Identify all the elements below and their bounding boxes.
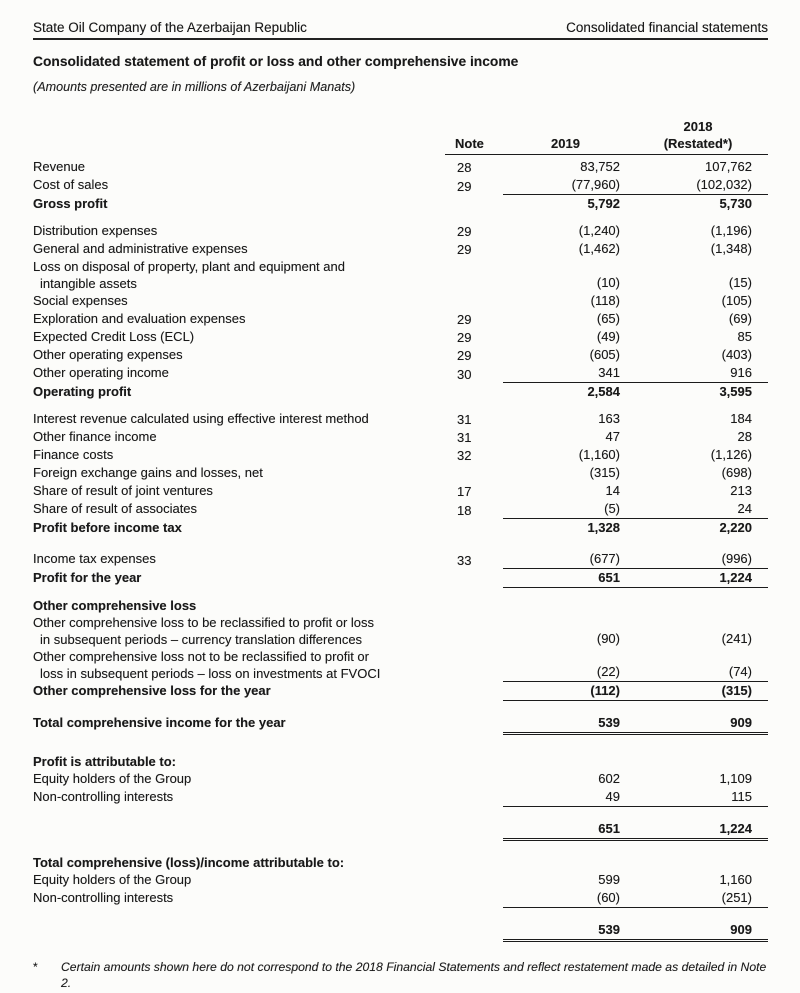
- row-value-2019: 539: [503, 921, 628, 942]
- row-label: Non-controlling interests: [33, 890, 174, 905]
- row-value-2019: 602: [598, 771, 620, 786]
- row-label: Loss on disposal of property, plant and equipment and intangible assets: [33, 259, 345, 291]
- row-label: Profit before income tax: [33, 520, 182, 535]
- row-label: Profit is attributable to:: [33, 754, 176, 769]
- row-value-2018: (102,032): [628, 176, 768, 195]
- table-row: [33, 383, 768, 401]
- document-header: [33, 20, 768, 40]
- row-label: Share of result of associates: [33, 501, 198, 516]
- row-value-2018: (105): [721, 293, 752, 308]
- table-row: [33, 889, 768, 908]
- row-value-2018: 916: [628, 364, 768, 383]
- row-label: Other comprehensive loss to be reclassified to profit or loss in subsequent periods – currency translation differences: [33, 615, 375, 647]
- table-row: [33, 714, 768, 735]
- table-row: [33, 195, 768, 213]
- column-header-note: Note: [445, 135, 503, 155]
- row-value-2018: (403): [721, 347, 752, 362]
- table-row: [33, 446, 768, 464]
- table-row: [33, 682, 768, 701]
- page-subtitle: (Amounts presented are in millions of Azerbaijani Manats): [33, 80, 356, 94]
- row-value-2018: (241): [721, 631, 752, 646]
- row-label: Other finance income: [33, 429, 157, 444]
- row-value-2018: 28: [737, 429, 752, 444]
- row-label: Total comprehensive income for the year: [33, 715, 286, 730]
- row-note-ref: 29: [457, 179, 472, 194]
- row-note-ref: 29: [457, 312, 472, 327]
- row-label: Non-controlling interests: [33, 789, 174, 804]
- row-value-2018: (1,196): [710, 223, 752, 238]
- row-label: Revenue: [33, 159, 86, 174]
- table-row: [33, 921, 768, 942]
- table-row: [33, 788, 768, 807]
- table-row: [33, 569, 768, 588]
- row-value-2018: 24: [628, 500, 768, 519]
- row-note-ref: 29: [457, 348, 472, 363]
- row-value-2018: 909: [628, 714, 768, 735]
- row-value-2018: (1,348): [710, 241, 752, 256]
- row-label: Finance costs: [33, 447, 114, 462]
- row-label: Equity holders of the Group: [33, 872, 192, 887]
- row-value-2018: (15): [728, 275, 752, 290]
- row-value-2019: (1,160): [578, 447, 620, 462]
- row-note-ref: 29: [457, 224, 472, 239]
- row-note-ref: 31: [457, 412, 472, 427]
- row-label: Distribution expenses: [33, 223, 158, 238]
- table-row: [33, 328, 768, 346]
- row-value-2019: (77,960): [503, 176, 628, 195]
- row-label: [33, 820, 445, 841]
- row-value-2018: 184: [730, 411, 752, 426]
- row-value-2019: 47: [605, 429, 620, 444]
- row-label: Other operating income: [33, 365, 169, 380]
- table-row: [33, 310, 768, 328]
- row-value-2019: (112): [503, 682, 628, 701]
- row-value-2018: [628, 613, 768, 614]
- row-value-2019: [503, 613, 628, 614]
- column-header-2018: [628, 118, 768, 155]
- table-row: [33, 158, 768, 176]
- table-row: [33, 240, 768, 258]
- table-row: [33, 648, 768, 682]
- row-value-2018: 213: [730, 483, 752, 498]
- row-label: Exploration and evaluation expenses: [33, 311, 246, 326]
- footnote-asterisk-marker: *: [33, 960, 38, 974]
- header-company-name: State Oil Company of the Azerbaijan Republic: [33, 20, 307, 35]
- row-label: Share of result of joint ventures: [33, 483, 213, 498]
- row-value-2019: 651: [503, 569, 628, 588]
- row-value-2018: 85: [737, 329, 752, 344]
- row-value-2018: 2,220: [719, 520, 752, 535]
- row-value-2019: 539: [503, 714, 628, 735]
- row-value-2019: (677): [503, 550, 628, 569]
- row-label: Interest revenue calculated using effective interest method: [33, 411, 369, 426]
- row-value-2019: (5): [503, 500, 628, 519]
- table-row: [33, 410, 768, 428]
- row-value-2019: (60): [503, 889, 628, 908]
- table-row: [33, 614, 768, 648]
- table-row: [33, 258, 768, 292]
- row-label: Expected Credit Loss (ECL): [33, 329, 195, 344]
- table-row: [33, 519, 768, 537]
- row-value-2019: 14: [605, 483, 620, 498]
- table-row: [33, 770, 768, 788]
- row-value-2019: (65): [596, 311, 620, 326]
- row-value-2019: (1,462): [578, 241, 620, 256]
- table-row: [33, 464, 768, 482]
- row-note-ref: 18: [457, 503, 472, 518]
- table-row: [33, 871, 768, 889]
- row-value-2019: 83,752: [580, 159, 620, 174]
- row-value-2018: (315): [628, 682, 768, 701]
- row-label: General and administrative expenses: [33, 241, 248, 256]
- table-row: [33, 364, 768, 383]
- row-value-2019: (10): [596, 275, 620, 290]
- table-row: [33, 346, 768, 364]
- row-value-2019: 651: [503, 820, 628, 841]
- table-row: [33, 500, 768, 519]
- row-value-2019: (49): [596, 329, 620, 344]
- row-label: [33, 921, 445, 942]
- row-value-2018: (698): [721, 465, 752, 480]
- row-value-2018: 3,595: [719, 384, 752, 399]
- row-note-ref: 29: [457, 242, 472, 257]
- row-label: Income tax expenses: [33, 551, 156, 566]
- row-label: Foreign exchange gains and losses, net: [33, 465, 263, 480]
- page-title: Consolidated statement of profit or loss and other comprehensive income: [33, 54, 519, 69]
- header-document-type: Consolidated financial statements: [566, 20, 768, 35]
- row-note-ref: 28: [457, 160, 472, 175]
- row-note-ref: 29: [457, 330, 472, 345]
- row-value-2018: 115: [628, 788, 768, 807]
- income-statement-table: [33, 118, 768, 942]
- table-row: [33, 753, 768, 770]
- row-note-ref: 30: [457, 367, 472, 382]
- row-value-2019: 163: [598, 411, 620, 426]
- table-row: [33, 428, 768, 446]
- table-row: [33, 550, 768, 569]
- row-note-ref: 31: [457, 430, 472, 445]
- table-row: [33, 482, 768, 500]
- row-label: Equity holders of the Group: [33, 771, 192, 786]
- row-value-2019: (22): [503, 663, 628, 682]
- row-value-2019: (90): [596, 631, 620, 646]
- column-header-2018-restated: (Restated*): [663, 136, 733, 151]
- row-note-ref: 33: [457, 553, 472, 568]
- row-value-2018: 1,224: [628, 569, 768, 588]
- table-row: [33, 597, 768, 614]
- row-note-ref: 17: [457, 484, 472, 499]
- row-value-2019: (605): [589, 347, 620, 362]
- row-value-2019: 5,792: [587, 196, 620, 211]
- row-value-2018: 1,160: [719, 872, 752, 887]
- row-label: Cost of sales: [33, 177, 109, 192]
- row-label: Operating profit: [33, 384, 132, 399]
- row-value-2018: 909: [628, 921, 768, 942]
- row-value-2018: (251): [628, 889, 768, 908]
- row-label: Gross profit: [33, 196, 108, 211]
- table-row: [33, 820, 768, 841]
- row-value-2018: 1,224: [628, 820, 768, 841]
- row-label: Other comprehensive loss for the year: [33, 683, 271, 698]
- row-label: Other comprehensive loss: [33, 598, 197, 613]
- column-header-2018-year: 2018: [683, 119, 713, 134]
- table-body: [33, 158, 768, 942]
- row-value-2019: (1,240): [578, 223, 620, 238]
- row-value-2019: 2,584: [587, 384, 620, 399]
- row-value-2019: (315): [589, 465, 620, 480]
- table-row: [33, 222, 768, 240]
- footnote-text: Certain amounts shown here do not correspond to the 2018 Financial Statements and reflect restatement made as detailed in Note 2.: [61, 960, 767, 990]
- row-value-2018: 107,762: [705, 159, 752, 174]
- row-label: Profit for the year: [33, 570, 142, 585]
- table-row: [33, 854, 768, 871]
- row-value-2018: 5,730: [719, 196, 752, 211]
- table-row: [33, 176, 768, 195]
- row-value-2018: 1,109: [719, 771, 752, 786]
- table-row: [33, 292, 768, 310]
- row-value-2018: (69): [728, 311, 752, 326]
- row-value-2018: (1,126): [710, 447, 752, 462]
- row-label: Other comprehensive loss not to be reclassified to profit or loss in subsequent periods – loss on investments at FVOCI: [33, 649, 381, 681]
- table-header-row: [33, 118, 768, 155]
- row-label: Social expenses: [33, 293, 128, 308]
- column-header-2019: 2019: [503, 135, 628, 155]
- row-value-2019: 341: [503, 364, 628, 383]
- row-value-2018: (996): [628, 550, 768, 569]
- row-value-2018: (74): [628, 663, 768, 682]
- row-value-2019: (118): [590, 293, 620, 308]
- row-label: Total comprehensive (loss)/income attributable to:: [33, 855, 345, 870]
- row-note-ref: 32: [457, 448, 472, 463]
- restatement-footnote: [33, 959, 768, 991]
- row-value-2019: 599: [598, 872, 620, 887]
- row-label: Other operating expenses: [33, 347, 183, 362]
- row-value-2019: 1,328: [587, 520, 620, 535]
- row-value-2019: 49: [503, 788, 628, 807]
